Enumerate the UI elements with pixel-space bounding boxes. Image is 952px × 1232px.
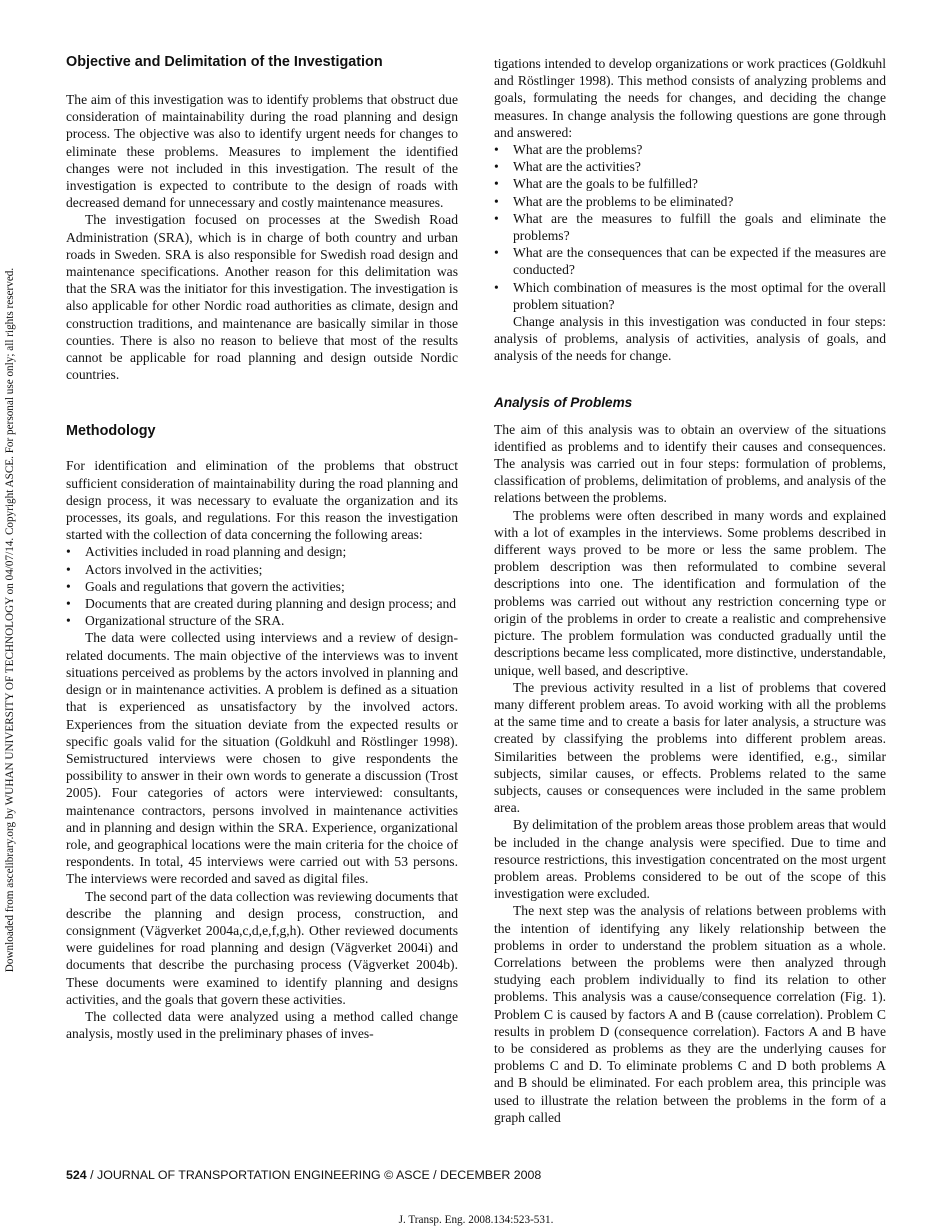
- paragraph: The second part of the data collection was reviewing documents that describe the planning and design process, construction, and consignment (Vägverket 2004a,c,d,e,f,g,h). Other reviewed documents were guidelines for road planning and design (Vägverket 2004i) and documents that describe the purchasing process (Vägverket 2004b). These documents were examined to identify planning and designs activities, and the goals that govern these activities.: [66, 888, 458, 1007]
- paragraph: Change analysis in this investigation was conducted in four steps: analysis of problems, analysis of activities, analysis of goals, and analysis of the needs for change.: [494, 314, 886, 364]
- paragraph: The aim of this investigation was to identify problems that obstruct due consideration of maintainability during the road planning and design process. The objective was also to identify urgent needs for changes to eliminate these problems. Measures to implement the identified changes were not included in this investigation. The result of the investigation is expected to contribute to the design of roads with decreased demand for unnecessary and costly maintenance measures.: [66, 92, 458, 211]
- download-notice: [2, 230, 18, 1010]
- paragraph: The next step was the analysis of relations between problems with the intention of identifying any likely relationship between the problems in order to understand the problem situation as a whole. Correlations between the problems were then analyzed through studying each problem individually to find its relation to other problems. This analysis was a cause/consequence correlation (Fig. 1). Problem C is caused by factors A and B (cause correlation). Problem C results in problem D (consequence correlation). Factors A and B have to be considered as problems as they are the underlying causes for problems C and D. To eliminate problems C and D both problems A and B should be eliminated. For each problem area, this principle was used to illustrate the relation between the problems in the form of a graph called: [494, 903, 886, 1125]
- list-item: • Actors involved in the activities;: [66, 561, 458, 578]
- right-column: [494, 55, 886, 1126]
- download-notice-text: Downloaded from ascelibrary.org by WUHAN UNIVERSITY OF TECHNOLOGY on 04/07/14. Copyright ASCE. For personal use only; all rights reserved.: [4, 267, 16, 973]
- list-item: • What are the consequences that can be expected if the measures are conducted?: [494, 244, 886, 278]
- data-areas-list: [66, 543, 458, 629]
- left-column: [66, 52, 458, 1042]
- subsection-heading-analysis-of-problems: Analysis of Problems: [494, 394, 633, 410]
- list-item: • Goals and regulations that govern the activities;: [66, 578, 458, 595]
- paragraph: The collected data were analyzed using a method called change analysis, mostly used in the preliminary phases of inves-: [66, 1008, 458, 1042]
- list-item: • Organizational structure of the SRA.: [66, 612, 458, 629]
- paragraph: The problems were often described in many words and explained with a lot of examples in the interviews. Some problems described in different ways proved to be more or less the same problem. The problem description was then reformulated to combine several descriptions into one. The identification and formulation of the problems was carried out without any restriction concerning type or origin of the problems in order to create a realistic and comprehensive picture. The problem formulation was conducted gradually until the descriptions became less complicated, more distinctive, understandable, unique, well based, and descriptive.: [494, 507, 886, 678]
- paragraph: The previous activity resulted in a list of problems that covered many different problem areas. To avoid working with all the problems at the same time and to create a basis for later analysis, a structure was created by classifying the problems into different problem areas. Similarities between the problems were identified, e.g., similar subjects, similar causes, or effects. Problems related to the same subjects, causes or consequences were included in the same problem area.: [494, 679, 886, 816]
- list-item: • What are the goals to be fulfilled?: [494, 175, 886, 192]
- section-heading-methodology: Methodology: [66, 423, 156, 440]
- paragraph: The aim of this analysis was to obtain an overview of the situations identified as problems and to identify their causes and consequences. The analysis was carried out in four steps: formulation of problems, classification of problems, delimitation of problems, and analysis of the relations between the problems.: [494, 421, 886, 506]
- paragraph: The data were collected using interviews and a review of design-related documents. The main objective of the interviews was to invent situations perceived as problems by the actors involved in planning and design or in maintenance activities. A problem is defined as a situation that is experienced as unsatisfactory by the involved actors. Experiences from the situation deviate from the expected results or specific goals valid for the situation (Goldkuhl and Röstlinger 1998). Semistructured interviews were chosen to give respondents the possibility to answer in their own words to generate a discussion (Trost 2005). Four categories of actors were interviewed: consultants, maintenance contractors, persons involved in maintenance activities and in planning and design within the SRA. Experience, organizational role, and geographical locations were the main criteria for the choice of respondents. In total, 45 interviews were carried out with 53 persons. The interviews were recorded and saved as digital files.: [66, 630, 458, 887]
- list-item: • Which combination of measures is the most optimal for the overall problem situation?: [494, 279, 886, 313]
- journal-line: / JOURNAL OF TRANSPORTATION ENGINEERING © ASCE / DECEMBER 2008: [86, 1168, 542, 1182]
- list-item: • What are the activities?: [494, 158, 886, 175]
- paragraph: tigations intended to develop organizations or work practices (Goldkuhl and Röstlinger 1998). This method consists of analyzing problems and goals, formulating the needs for changes, and deciding the change measures. In change analysis the following questions are gone through and answered:: [494, 56, 886, 140]
- list-item: • Documents that are created during planning and design process; and: [66, 595, 458, 612]
- paragraph: By delimitation of the problem areas those problem areas that would be included in the change analysis were specified. Due to time and resource restrictions, this investigation concentrated on the most urgent problem areas. Problems considered to be out of the scope of this investigation were excluded.: [494, 817, 886, 902]
- paragraph: The investigation focused on processes at the Swedish Road Administration (SRA), which is in charge of both country and urban roads in Sweden. SRA is also responsible for Swedish road design and maintenance specifications. Another reason for this delimitation was that the SRA was the initiator for this investigation. The investigation is also applicable for other Nordic road authorities as climate, design and construction traditions, and maintenance are basically similar in those counties. There is also no reason to believe that most of the results cannot be applicable for road planning and design outside Nordic countries.: [66, 212, 458, 383]
- list-item: • What are the problems?: [494, 141, 886, 158]
- change-analysis-questions: [494, 141, 886, 313]
- list-item: • Activities included in road planning and design;: [66, 543, 458, 560]
- section-heading-objective: Objective and Delimitation of the Investigation: [66, 54, 383, 70]
- list-item: • What are the problems to be eliminated?: [494, 193, 886, 210]
- paragraph: For identification and elimination of the problems that obstruct sufficient consideration of maintainability during the road planning and design process, it was necessary to evaluate the organization and its processes, its goals, and regulations. For this reason the investigation started with the collection of data concerning the following areas:: [66, 458, 458, 543]
- page-number: 524: [66, 1168, 87, 1182]
- list-item: • What are the measures to fulfill the goals and eliminate the problems?: [494, 210, 886, 244]
- citation: J. Transp. Eng. 2008.134:523-531.: [398, 1214, 554, 1226]
- page-footer: [66, 1168, 541, 1182]
